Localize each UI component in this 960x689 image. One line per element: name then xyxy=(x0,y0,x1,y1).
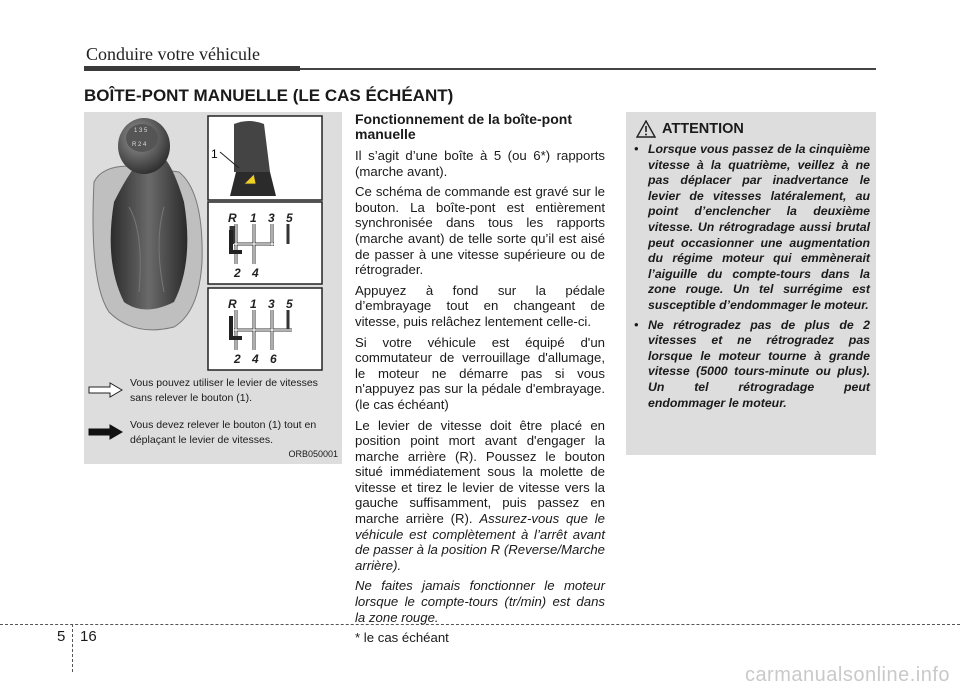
svg-text:4: 4 xyxy=(252,266,259,280)
chapter-number: 5 xyxy=(57,628,66,645)
gear-lever-illustration xyxy=(84,112,342,374)
callout-number: 1 xyxy=(211,147,218,161)
list-item-text: Lorsque vous passez de la cinquième vitesse à la quatrième, veillez à ne pas déplacer par inadvertance le levier de vitesses latéralement, au point d’enclencher la deuxième vitesse. Un rétrogradage aussi brutal peut occasionner une augmentation du régime moteur qui emmènerait l’aiguille du compte-tours dans la zone rouge. Un tel surrégime est susceptible d’endommager le moteur. xyxy=(648,142,870,312)
header-rule xyxy=(300,68,876,70)
gear-shift-figure xyxy=(84,112,342,464)
page-number: 16 xyxy=(80,628,97,645)
attention-title: ATTENTION xyxy=(662,121,744,137)
svg-text:2: 2 xyxy=(234,266,241,280)
solid-arrow-icon xyxy=(88,424,124,440)
svg-text:4: 4 xyxy=(252,352,259,366)
paragraph-italic: Ne faites jamais fonctionner le moteur lorsque le compte-tours (tr/min) est dans la zone rouge. xyxy=(355,578,605,625)
header-bar xyxy=(84,66,300,71)
svg-text:2: 2 xyxy=(234,352,241,366)
paragraph-italic-text: Assurez-vous que le véhicule est complètement à l’arrêt avant de passer à la position R (Reverse/Marche arrière). xyxy=(355,511,605,573)
attention-box xyxy=(626,112,876,455)
svg-text:1: 1 xyxy=(250,297,257,311)
figure-code: ORB050001 xyxy=(288,449,338,459)
svg-text:5: 5 xyxy=(286,211,293,225)
warning-triangle-icon xyxy=(636,120,656,138)
svg-text:3: 3 xyxy=(268,211,275,225)
legend-text: Vous devez relever le bouton (1) tout en déplaçant le levier de vitesses. xyxy=(130,419,317,446)
chapter-title: Conduire votre véhicule xyxy=(86,44,260,64)
figure-legend xyxy=(88,376,338,460)
bullet-icon: • xyxy=(634,142,639,156)
attention-list xyxy=(632,142,870,415)
outline-arrow-icon xyxy=(88,382,124,398)
watermark: carmanualsonline.info xyxy=(744,664,950,686)
list-item-text: Ne rétrogradez pas de plus de 2 vitesses et ne rétrogradez pas lorsque le moteur tourne à grande vitesse (5000 tours-minute ou plus). Un tel rétrogradage peut endommager le moteur. xyxy=(648,317,870,410)
svg-text:3: 3 xyxy=(268,297,275,311)
footer-rule xyxy=(0,624,960,625)
paragraph: Il s’agit d’une boîte à 5 (ou 6*) rapports (marche avant). xyxy=(355,148,605,179)
paragraph: Ce schéma de commande est gravé sur le bouton. La boîte-pont est entièrement synchronisée dans tous les rapports (marche avant) de telle sorte qu’il est aisé de passer à une vitesse supérieure ou de rétrograder. xyxy=(355,184,605,278)
section-title: BOÎTE-PONT MANUELLE (LE CAS ÉCHÉANT) xyxy=(84,86,454,105)
svg-text:5: 5 xyxy=(286,297,293,311)
legend-text: Vous pouvez utiliser le levier de vitesses sans relever le bouton (1). xyxy=(130,377,318,404)
paragraph-text: Le levier de vitesse doit être placé en position point mort avant d'engager la marche arrière (R). Poussez le bouton situé immédiatement sous la molette de vitesse et tirez le levier de vitesse vers la gauche suffisamment, puis passez en marche arrière (R). xyxy=(355,417,605,527)
list-item xyxy=(632,318,870,412)
footer-divider xyxy=(72,624,73,672)
legend-item-no-button xyxy=(88,376,338,412)
footnote: * le cas échéant xyxy=(355,630,449,646)
svg-text:R: R xyxy=(228,211,237,225)
subsection-heading: Fonctionnement de la boîte-pont manuelle xyxy=(355,111,572,142)
bullet-icon: • xyxy=(634,317,639,332)
paragraph: Si votre véhicule est équipé d'un commutateur de verrouillage d'allumage, le moteur ne démarre pas si vous n'appuyez pas sur la pédale d'embrayage. (le cas échéant) xyxy=(355,334,605,412)
list-item xyxy=(632,142,870,314)
svg-text:R: R xyxy=(228,297,237,311)
svg-text:6: 6 xyxy=(270,352,277,366)
svg-text:1: 1 xyxy=(250,211,257,225)
svg-text:R 2 4: R 2 4 xyxy=(132,142,147,148)
paragraph xyxy=(355,418,605,574)
paragraph: Appuyez à fond sur la pédale d’embrayage tout en changeant de vitesse, puis relâchez lentement celle-ci. xyxy=(355,282,605,329)
svg-text:1 3 5: 1 3 5 xyxy=(134,128,148,134)
body-column xyxy=(355,112,605,651)
